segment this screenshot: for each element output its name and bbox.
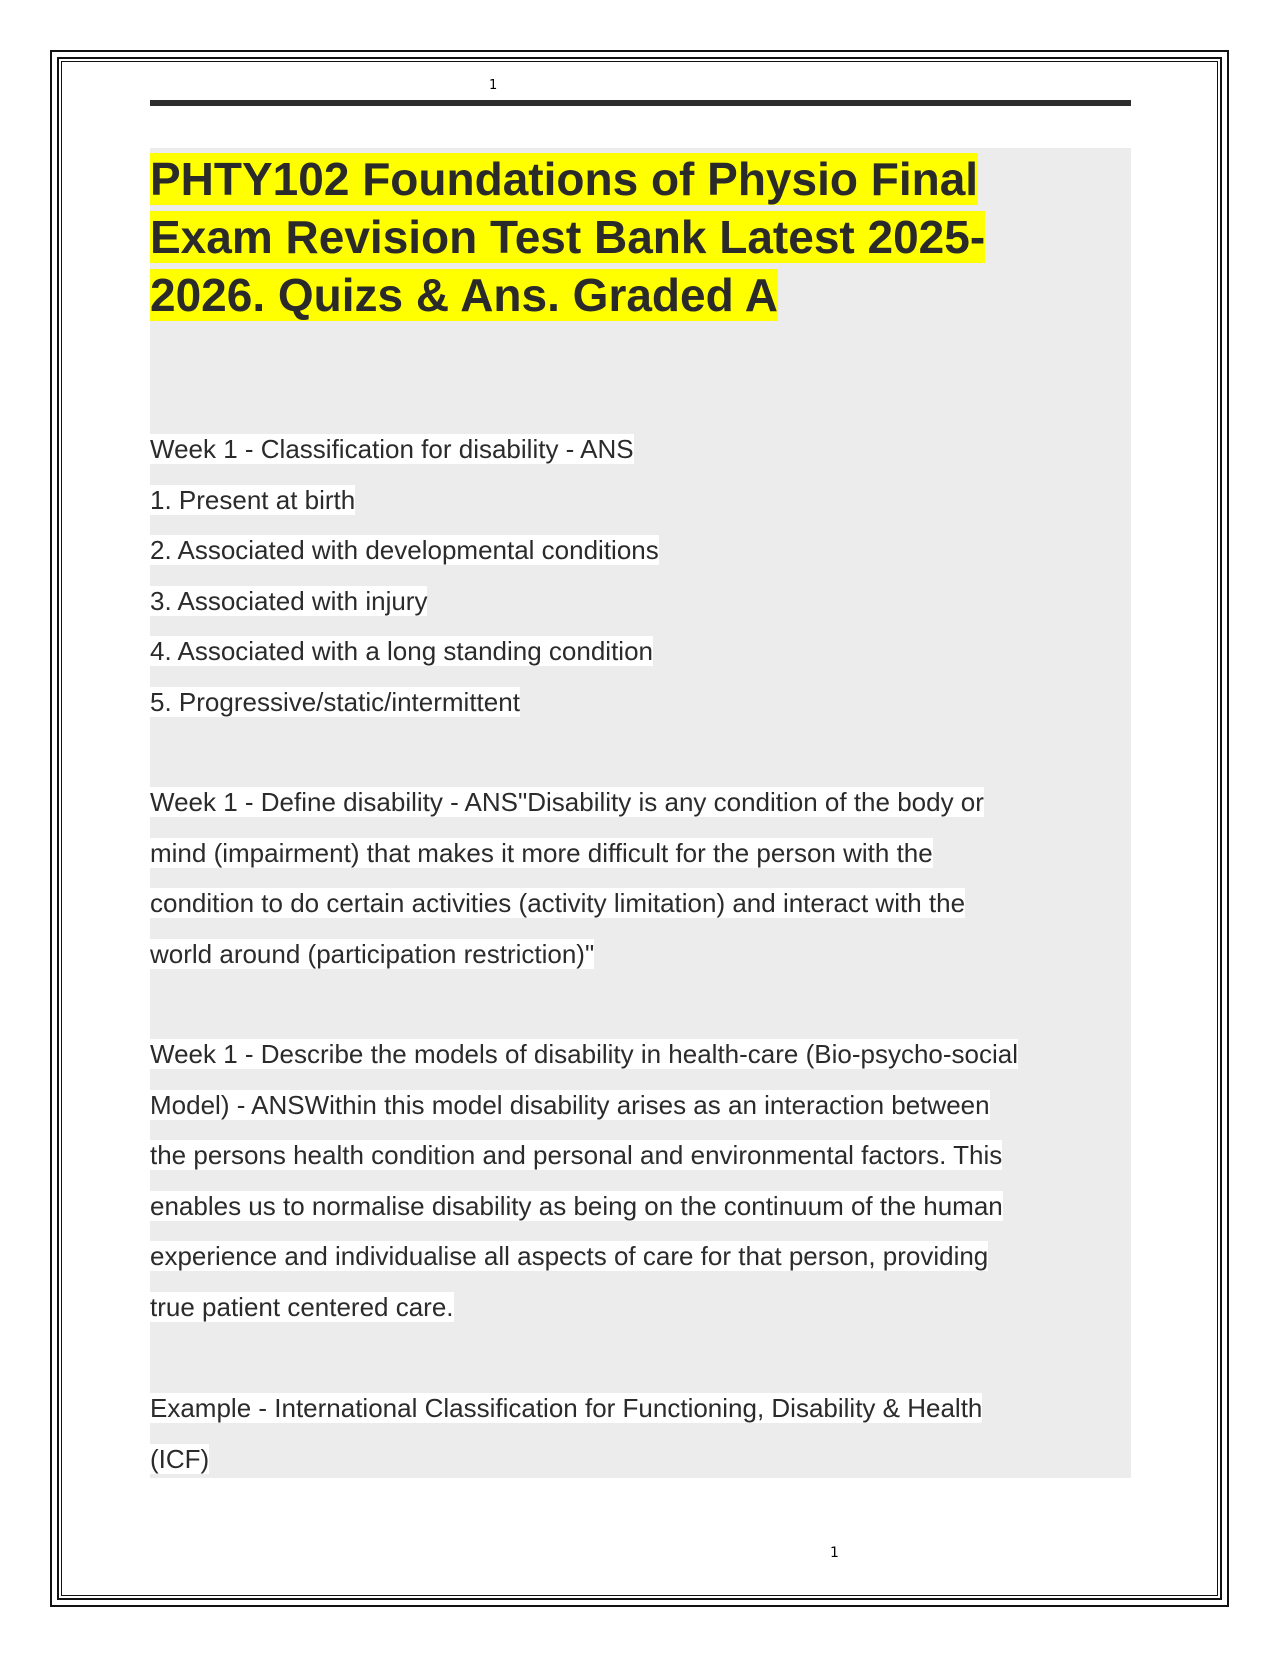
- text-line: Example - International Classification for Functioning, Disability & Health: [150, 1393, 983, 1423]
- text-line: mind (impairment) that makes it more difficult for the person with the: [150, 837, 933, 868]
- text-line: true patient centered care.: [150, 1291, 454, 1322]
- text-line: experience and individualise all aspects of care for that person, providing: [150, 1241, 989, 1271]
- text-line: Model) - ANSWithin this model disability arises as an interaction between: [150, 1089, 990, 1120]
- text-line: Week 1 - Classification for disability - ANS: [150, 434, 634, 464]
- list-item: 3. Associated with injury: [150, 585, 428, 616]
- text-line: enables us to normalise disability as being on the continuum of the human: [150, 1190, 1003, 1221]
- header-rule: [150, 100, 1131, 106]
- document-title: [150, 150, 1131, 324]
- section-classification: [150, 424, 1131, 727]
- text-line: Week 1 - Describe the models of disability in health-care (Bio-psycho-social: [150, 1039, 1019, 1069]
- footer-page-number: 1: [830, 1545, 839, 1561]
- header-page-number: 1: [489, 78, 498, 93]
- section-icf-example: [150, 1383, 1131, 1484]
- section-define-disability: [150, 777, 1131, 979]
- title-line-1: PHTY102 Foundations of Physio Final: [150, 153, 979, 205]
- list-item: 4. Associated with a long standing condition: [150, 636, 654, 666]
- list-item: 1. Present at birth: [150, 484, 356, 515]
- text-line: world around (participation restriction)": [150, 938, 595, 969]
- list-item: 2. Associated with developmental conditions: [150, 535, 659, 565]
- title-line-3: 2026. Quizs & Ans. Graded A: [150, 269, 779, 321]
- section-models-of-disability: [150, 1029, 1131, 1332]
- text-line: (ICF): [150, 1443, 210, 1474]
- title-line-2: Exam Revision Test Bank Latest 2025-: [150, 211, 986, 263]
- text-line: Week 1 - Define disability - ANS"Disability is any condition of the body or: [150, 787, 984, 817]
- list-item: 5. Progressive/static/intermittent: [150, 686, 520, 717]
- text-line: condition to do certain activities (activity limitation) and interact with the: [150, 888, 966, 918]
- text-line: the persons health condition and personal and environmental factors. This: [150, 1140, 1003, 1170]
